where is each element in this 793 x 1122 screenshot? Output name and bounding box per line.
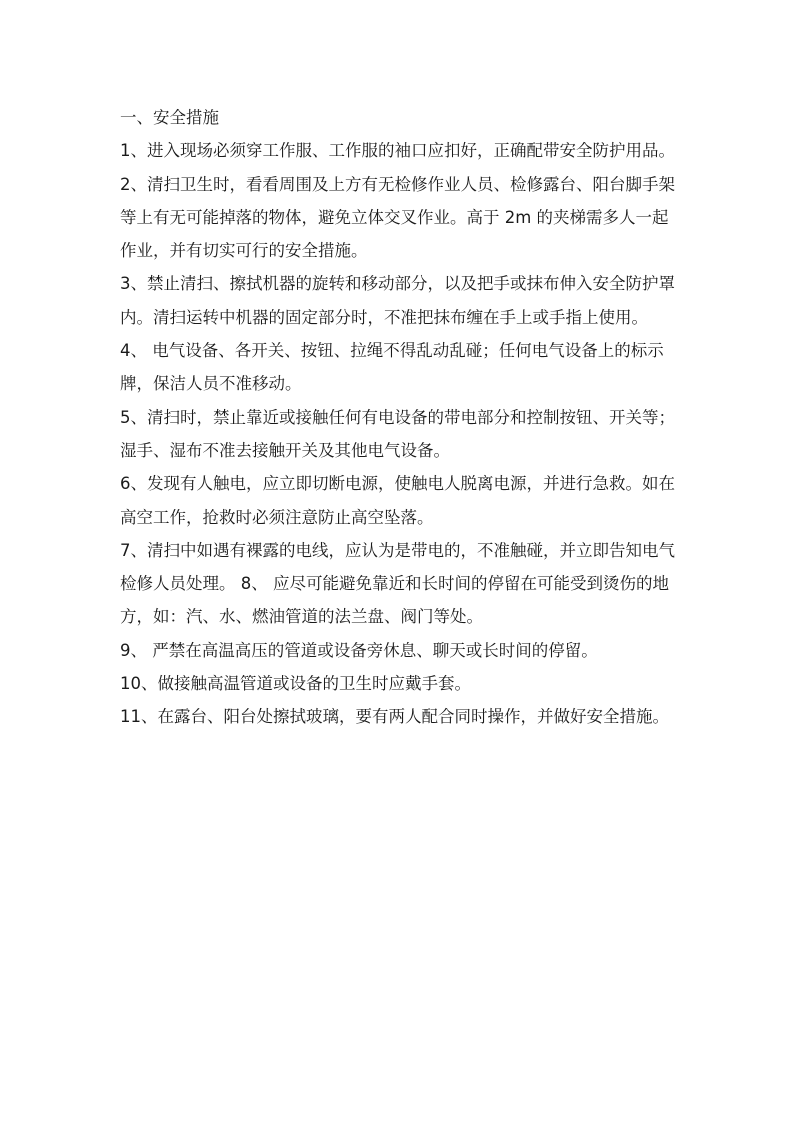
section-heading: 一、安全措施: [120, 108, 219, 127]
paragraph-2: 2、清扫卫生时，看看周围及上方有无检修作业人员、检修露台、阳台脚手架等上有无可能掉落的物体，避免立体交叉作业。高于 2m 的夹梯需多人一起作业，并有切实可行的安全措施。: [120, 174, 675, 261]
paragraph-3: 3、禁止清扫、擦拭机器的旋转和移动部分，以及把手或抹布伸入安全防护罩内。清扫运转中机器的固定部分时，不准把抹布缠在手上或手指上使用。: [120, 274, 675, 327]
paragraph-1: 1、进入现场必须穿工作服、工作服的袖口应扣好，正确配带安全防护用品。: [120, 141, 675, 161]
paragraph-7: 7、清扫中如遇有裸露的电线，应认为是带电的，不准触碰，并立即告知电气检修人员处理。 8、 应尽可能避免靠近和长时间的停留在可能受到烫伤的地方，如：汽、水、燃油管道的法兰盘、阀门等处。: [120, 540, 675, 627]
paragraph-4: 4、 电气设备、各开关、按钮、拉绳不得乱动乱碰；任何电气设备上的标示牌，保洁人员不准移动。: [120, 341, 664, 394]
paragraph-11: 11、在露台、阳台处擦拭玻璃，要有两人配合同时操作，并做好安全措施。: [120, 707, 669, 727]
paragraph-10: 10、做接触高温管道或设备的卫生时应戴手套。: [120, 674, 471, 694]
paragraph-9: 9、 严禁在高温高压的管道或设备旁休息、聊天或长时间的停留。: [120, 640, 598, 660]
paragraph-5: 5、清扫时，禁止靠近或接触任何有电设备的带电部分和控制按钮、开关等；湿手、湿布不准去接触开关及其他电气设备。: [120, 407, 675, 460]
document-body: [120, 101, 680, 734]
paragraph-6: 6、发现有人触电，应立即切断电源，使触电人脱离电源，并进行急救。如在高空工作，抢救时必须注意防止高空坠落。: [120, 474, 675, 527]
